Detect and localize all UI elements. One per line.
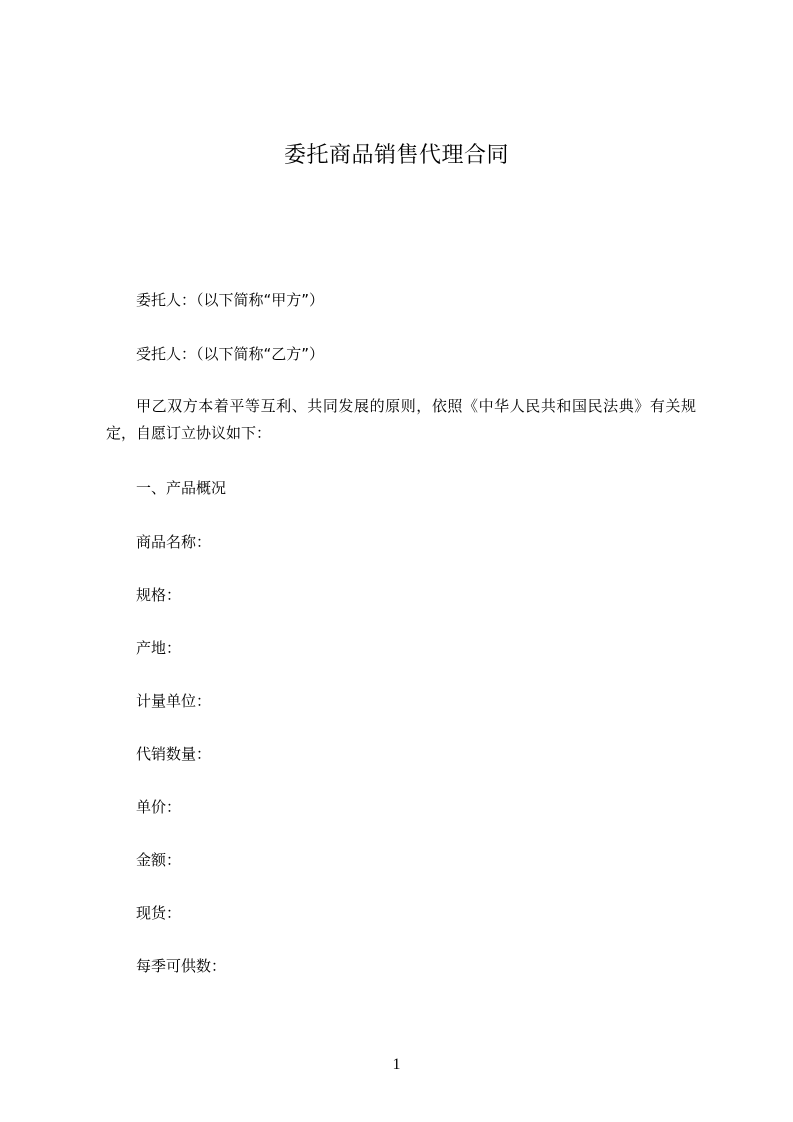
principal-line: 委托人：（以下简称“甲方”） — [136, 291, 325, 309]
section-heading-product-overview: 一、产品概况 — [136, 479, 227, 497]
field-product-name: 商品名称： — [136, 533, 212, 551]
field-amount: 金额： — [136, 851, 182, 869]
field-unit-of-measure: 计量单位： — [136, 692, 212, 710]
intro-paragraph: 甲乙双方本着平等互利、共同发展的原则，依照《中华人民共和国民法典》有关规定，自愿订立协议如下： — [106, 397, 696, 442]
field-consignment-quantity: 代销数量： — [136, 745, 212, 763]
field-in-stock: 现货： — [136, 904, 182, 922]
field-unit-price: 单价： — [136, 798, 182, 816]
agent-line: 受托人：（以下简称“乙方”） — [136, 345, 325, 363]
field-quarterly-supply: 每季可供数： — [136, 957, 227, 975]
field-origin: 产地： — [136, 639, 182, 657]
page-number: 1 — [392, 1056, 401, 1073]
document-title: 委托商品销售代理合同 — [283, 143, 509, 168]
field-specification: 规格： — [136, 586, 182, 604]
